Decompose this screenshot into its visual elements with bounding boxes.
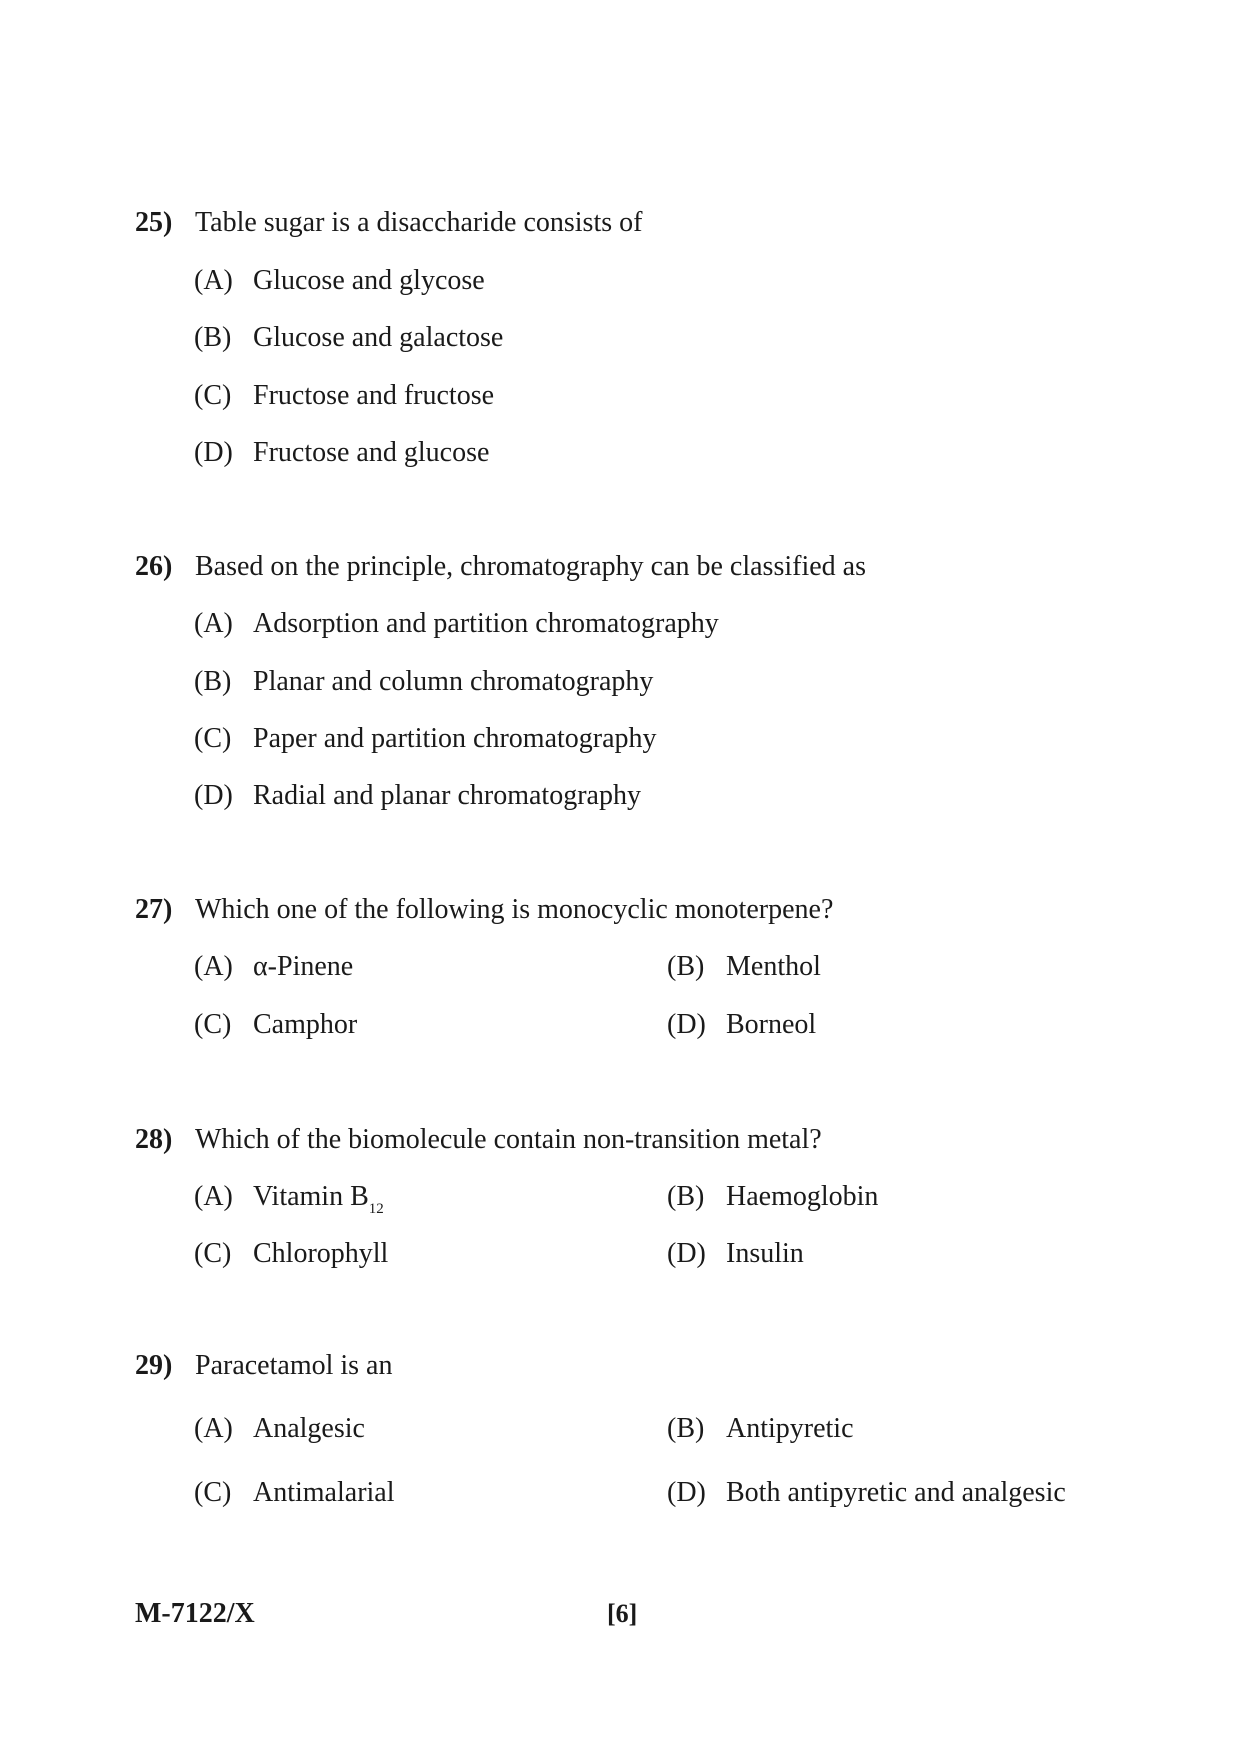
question-25 [135, 206, 642, 240]
question-number: 28) [135, 1124, 173, 1155]
option-text: Both antipyretic and analgesic [726, 1477, 1066, 1508]
option-28-d [667, 1237, 804, 1271]
option-29-a [194, 1412, 365, 1446]
option-25-a [194, 264, 485, 298]
option-25-b [194, 321, 503, 355]
option-label: (C) [194, 1477, 232, 1508]
option-text: Paper and partition chromatography [253, 723, 657, 754]
question-number: 25) [135, 207, 173, 238]
option-label: (B) [194, 322, 232, 353]
option-text: Planar and column chromatography [253, 666, 654, 697]
option-27-b [667, 950, 821, 984]
option-text: Borneol [726, 1009, 817, 1040]
option-text: Insulin [726, 1238, 804, 1269]
question-28 [135, 1123, 822, 1157]
option-text: Haemoglobin [726, 1181, 879, 1212]
question-text: Which of the biomolecule contain non-transition metal? [195, 1124, 822, 1155]
question-number: 27) [135, 894, 173, 925]
option-subscript: 12 [368, 1201, 384, 1217]
option-text: Antimalarial [253, 1477, 395, 1508]
option-28-c [194, 1237, 388, 1271]
question-29 [135, 1349, 392, 1383]
option-label: (A) [194, 1181, 233, 1212]
option-26-a [194, 607, 719, 641]
question-number: 29) [135, 1350, 173, 1381]
option-27-c [194, 1008, 357, 1042]
option-label: (C) [194, 1009, 232, 1040]
option-26-c [194, 722, 657, 756]
option-label: (C) [194, 380, 232, 411]
option-label: (B) [667, 951, 705, 982]
option-text: Glucose and glycose [253, 265, 485, 296]
question-text: Paracetamol is an [195, 1350, 393, 1381]
question-number: 26) [135, 551, 173, 582]
option-29-b [667, 1412, 854, 1446]
option-label: (C) [194, 723, 232, 754]
question-text: Table sugar is a disaccharide consists of [195, 207, 643, 238]
option-label: (B) [667, 1181, 705, 1212]
option-28-b [667, 1180, 878, 1214]
option-label: (D) [194, 780, 233, 811]
paper-code: M-7122/X [135, 1598, 255, 1629]
option-label: (A) [194, 608, 233, 639]
option-25-c [194, 379, 494, 413]
option-28-a [194, 1180, 384, 1217]
option-label: (A) [194, 265, 233, 296]
option-26-d [194, 779, 641, 813]
question-text: Based on the principle, chromatography can be classified as [195, 551, 866, 582]
option-text: Analgesic [253, 1413, 365, 1444]
option-27-a [194, 950, 353, 984]
option-text: Antipyretic [726, 1413, 854, 1444]
page-number: [6] [607, 1599, 638, 1628]
option-29-c [194, 1476, 395, 1510]
question-27 [135, 893, 833, 927]
option-29-d [667, 1476, 1066, 1510]
option-label: (D) [667, 1238, 706, 1269]
option-label: (B) [667, 1413, 705, 1444]
option-text: Vitamin B [253, 1181, 369, 1212]
option-text: Chlorophyll [253, 1238, 389, 1269]
option-27-d [667, 1008, 816, 1042]
question-text: Which one of the following is monocyclic monoterpene? [195, 894, 834, 925]
question-26 [135, 550, 866, 584]
option-label: (A) [194, 951, 233, 982]
option-label: (C) [194, 1238, 232, 1269]
option-text: Fructose and fructose [253, 380, 495, 411]
option-text: Glucose and galactose [253, 322, 504, 353]
option-label: (A) [194, 1413, 233, 1444]
option-label: (D) [667, 1009, 706, 1040]
option-label: (B) [194, 666, 232, 697]
option-text: α-Pinene [253, 951, 354, 982]
option-text: Fructose and glucose [253, 437, 490, 468]
option-26-b [194, 665, 653, 699]
option-label: (D) [194, 437, 233, 468]
option-25-d [194, 436, 489, 470]
option-text: Radial and planar chromatography [253, 780, 641, 811]
option-text: Menthol [726, 951, 821, 982]
option-label: (D) [667, 1477, 706, 1508]
option-text: Camphor [253, 1009, 358, 1040]
option-text: Adsorption and partition chromatography [253, 608, 719, 639]
